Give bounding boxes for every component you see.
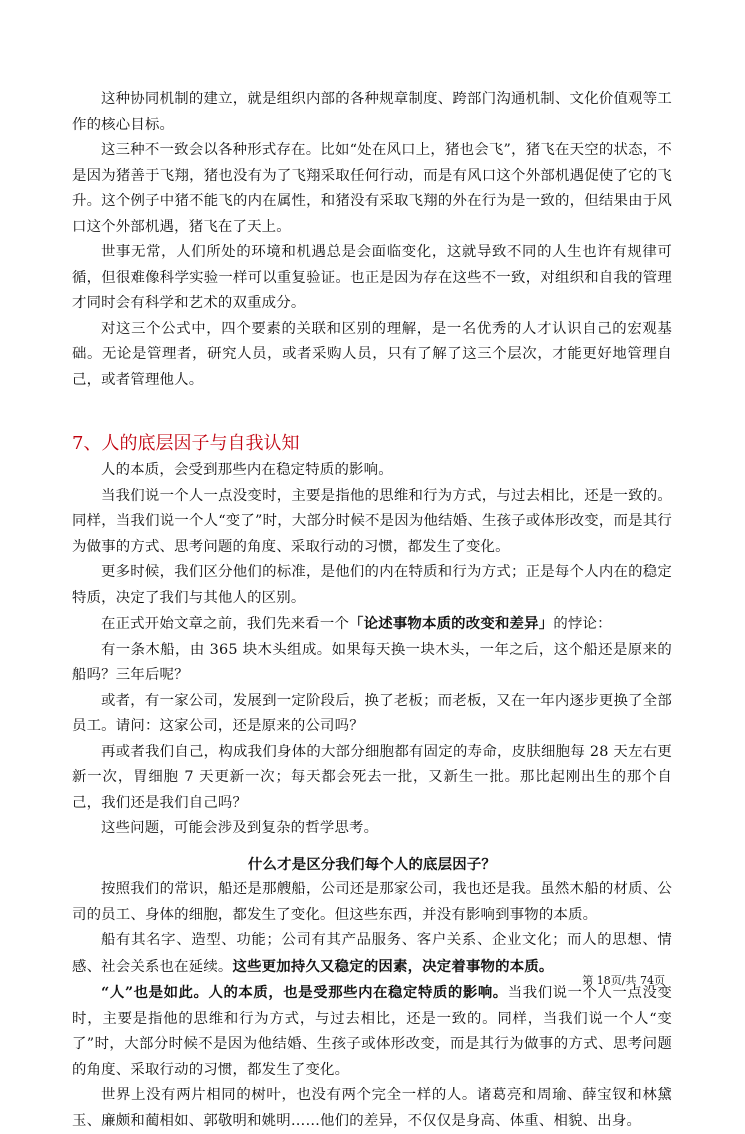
spacer <box>72 393 672 430</box>
bold-phrase: 这些更加持久又稳定的因素，决定着事物的本质。 <box>232 957 554 975</box>
paragraph-with-emphasis <box>72 611 672 638</box>
paragraph: 按照我们的常识，船还是那艘船，公司还是那家公司，我也还是我。虽然木船的材质、公司的员工、身体的细胞，都发生了变化。但这些东西，并没有影响到事物的本质。 <box>72 881 672 923</box>
text-span: 的悖论： <box>553 616 612 632</box>
section-title: 7、人的底层因子与自我认知 <box>72 433 300 454</box>
paragraph: 有一条木船，由 365 块木头组成。如果每天换一块木头，一年之后，这个船还是原来的船吗？三年后呢？ <box>72 641 672 683</box>
bold-phrase: 「论述事物本质的改变和差异」 <box>349 615 554 632</box>
paragraph: 世界上没有两片相同的树叶，也没有两个完全一样的人。诸葛亮和周瑜、薛宝钗和林黛玉、廉颇和蔺相如、郭敬明和姚明……他们的差异，不仅仅是身高、体重、相貌、出身。 <box>72 1087 672 1129</box>
paragraph: 当我们说一个人一点没变时，主要是指他的思维和行为方式，与过去相比，还是一致的。同样，当我们说一个人“变了”时，大部分时候不是因为他结婚、生孩子或体形改变，而是其行为做事的方式、思考问题的角度、采取行动的习惯，都发生了变化。 <box>72 487 672 555</box>
text-span: 在正式开始文章之前，我们先来看一个 <box>101 616 350 632</box>
subheading: 什么才是区分我们每个人的底层因子？ <box>247 855 497 873</box>
paragraph: 世事无常，人们所处的环境和机遇总是会面临变化，这就导致不同的人生也许有规律可循，但很难像科学实验一样可以重复验证。也正是因为存在这些不一致，对组织和自我的管理才同时会有科学和艺术的双重成分。 <box>72 244 672 311</box>
paragraph: 这些问题，可能会涉及到复杂的哲学思考。 <box>101 820 379 836</box>
bold-phrase: “人”也是如此。人的本质，也是受那些内在稳定特质的影响。 <box>101 984 508 1001</box>
paragraph-with-emphasis <box>72 980 672 1083</box>
paragraph: 人的本质，会受到那些内在稳定特质的影响。 <box>101 462 393 478</box>
paragraph: 这种协同机制的建立，就是组织内部的各种规章制度、跨部门沟通机制、文化价值观等工作的核心目标。 <box>72 91 672 133</box>
paragraph: 这三种不一致会以各种形式存在。比如“处在风口上，猪也会飞”，猪飞在天空的状态，不是因为猪善于飞翔，猪也没有为了飞翔采取任何行动，而是有风口这个外部机遇促使了它的飞升。这个例子中猪不能飞的内在属性，和猪没有采取飞翔的外在行为是一致的，但结果由于风口这个外部机遇，猪飞在了天上。 <box>72 142 672 235</box>
text-span: 当我们说一个人一点没变时，主要是指他的思维和行为方式，与过去相比，还是一致的。同样，当我们说一个人“变了”时，大部分时候不是因为他结婚、生孩子或体形改变，而是其行为做事的方式、思考问题的角度、采取行动的习惯，都发生了变化。 <box>72 985 672 1078</box>
text-span: 船有其名字、造型、功能；公司有其产品服务、客户关系、企业文化；而人的思想、情感、社会关系也在延续。 <box>72 932 672 975</box>
paragraph: 更多时候，我们区分他们的标准，是他们的内在特质和行为方式；正是每个人内在的稳定特质，决定了我们与其他人的区别。 <box>72 564 672 606</box>
paragraph: 或者，有一家公司，发展到一定阶段后，换了老板；而老板，又在一年内逐步更换了全部员工。请问：这家公司，还是原来的公司吗？ <box>72 692 672 734</box>
page-number: 第 18页/共 74页 <box>582 974 665 987</box>
paragraph: 对这三个公式中，四个要素的关联和区别的理解，是一名优秀的人才认识自己的宏观基础。无论是管理者，研究人员，或者采购人员，只有了解了这三个层次，才能更好地管理自己，或者管理他人。 <box>72 320 672 388</box>
paragraph: 再或者我们自己，构成我们身体的大部分细胞都有固定的寿命，皮肤细胞每 28 天左右更新一次，胃细胞 7 天更新一次；每天都会死去一批，又新生一批。那比起刚出生的那个自己，我们还是我们自己吗？ <box>72 743 672 811</box>
